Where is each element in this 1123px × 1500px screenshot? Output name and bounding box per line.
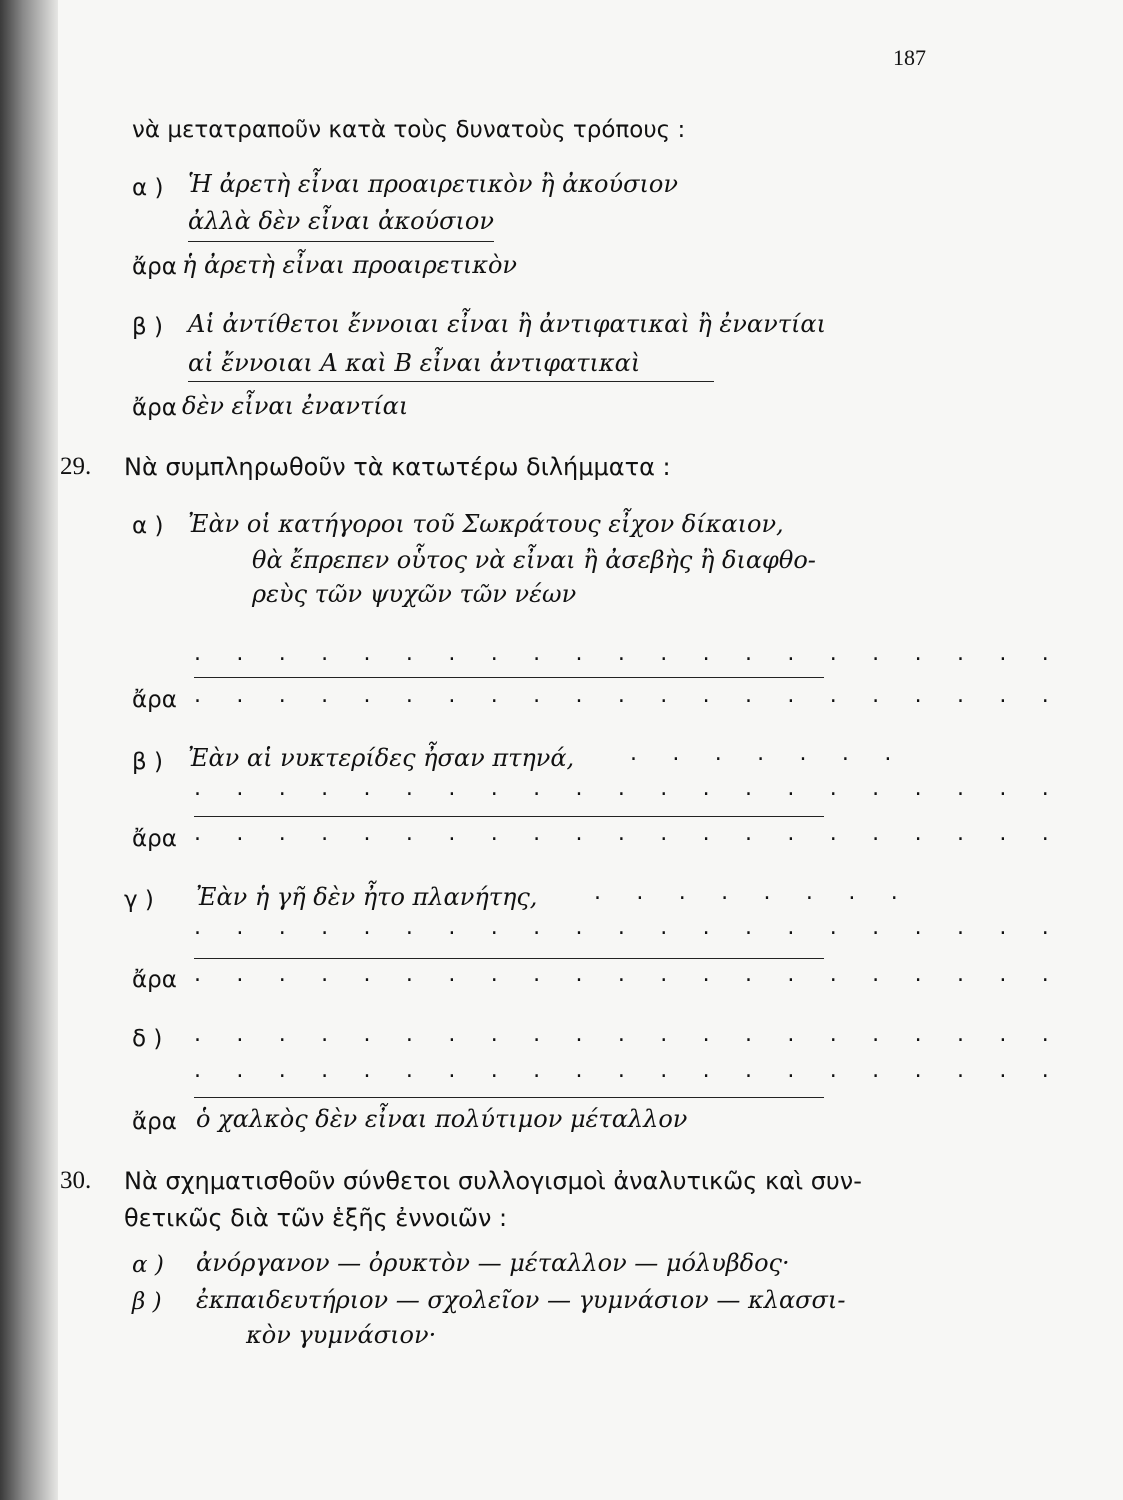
- syllogism-a-conclusion: ἡ ἀρετὴ εἶναι προαιρετικὸν: [182, 251, 518, 279]
- dilemma-d-rule: [194, 1097, 824, 1098]
- dilemma-a-ara: ἄρα: [132, 687, 177, 713]
- dilemma-d-blank-2: . . . . . . . . . . . . . . . . . . . . .: [194, 1058, 1063, 1083]
- syllogism-a-premise-2: ἀλλὰ δὲν εἶναι ἀκούσιον: [188, 207, 494, 235]
- dilemma-c-rule: [194, 958, 824, 959]
- dilemma-c-ara: ἄρα: [132, 967, 177, 993]
- dilemma-c-label: γ ): [124, 887, 154, 913]
- syllogism-b-rule: [188, 381, 714, 382]
- exercise-30-title-line-2: θετικῶς διὰ τῶν ἑξῆς ἐννοιῶν :: [124, 1204, 508, 1232]
- dilemma-c-line-1: Ἐὰν ἡ γῆ δὲν ἦτο πλανήτης,: [196, 883, 538, 911]
- dilemma-b-blank: . . . . . . . . . . . . . . . . . . . . .: [194, 776, 1063, 801]
- exercise-30-number: 30.: [60, 1167, 92, 1194]
- dilemma-a-line-1: Ἐὰν οἱ κατήγοροι τοῦ Σωκράτους εἶχον δίκαιον,: [188, 510, 784, 538]
- dilemma-c-conclusion-blank: . . . . . . . . . . . . . . . . . . . . .: [194, 962, 1063, 987]
- exercise-30-a-label: α ): [132, 1252, 164, 1278]
- dilemma-c-line-1-blank: . . . . . . . .: [594, 880, 912, 905]
- syllogism-b-ara: ἄρα: [132, 395, 177, 421]
- dilemma-c-blank: . . . . . . . . . . . . . . . . . . . . .: [194, 915, 1063, 940]
- dilemma-a-blank: . . . . . . . . . . . . . . . . . . . . .: [194, 641, 1063, 666]
- dilemma-b-line-1-blank: . . . . . . .: [630, 741, 906, 766]
- dilemma-b-line-1: Ἐὰν αἱ νυκτερίδες ἦσαν πτηνά,: [188, 744, 575, 772]
- syllogism-a-label: α ): [132, 175, 164, 201]
- syllogism-a-rule: [188, 241, 494, 242]
- page-number: 187: [893, 45, 926, 70]
- dilemma-a-label: α ): [132, 513, 164, 539]
- syllogism-b-conclusion: δὲν εἶναι ἐναντίαι: [182, 392, 409, 420]
- exercise-29-title: Νὰ συμπληρωθοῦν τὰ κατωτέρω διλήμματα :: [124, 453, 671, 481]
- page-binding-shadow: [0, 0, 58, 1500]
- syllogism-a-premise-1: Ἡ ἀρετὴ εἶναι προαιρετικὸν ἢ ἀκούσιον: [188, 170, 678, 198]
- exercise-30-b-text-2: κὸν γυμνάσιον·: [246, 1321, 437, 1349]
- dilemma-b-conclusion-blank: . . . . . . . . . . . . . . . . . . . . .: [194, 821, 1063, 846]
- intro-line: νὰ μετατραποῦν κατὰ τοὺς δυνατοὺς τρόπους :: [132, 117, 686, 143]
- dilemma-b-label: β ): [132, 749, 163, 775]
- exercise-29-number: 29.: [60, 453, 92, 480]
- dilemma-a-line-2: θὰ ἔπρεπεν οὗτος νὰ εἶναι ἢ ἀσεβὴς ἢ διαφθο-: [252, 546, 816, 574]
- syllogism-b-label: β ): [132, 314, 163, 340]
- syllogism-b-premise-1: Αἱ ἀντίθετοι ἔννοιαι εἶναι ἢ ἀντιφατικαὶ ἢ ἐναντίαι: [188, 310, 826, 338]
- dilemma-d-ara: ἄρα: [132, 1109, 177, 1135]
- dilemma-a-rule: [194, 677, 824, 678]
- syllogism-b-premise-2: αἱ ἔννοιαι Α καὶ Β εἶναι ἀντιφατικαὶ: [188, 349, 641, 377]
- dilemma-b-rule: [194, 816, 824, 817]
- exercise-30-b-text-1: ἐκπαιδευτήριον — σχολεῖον — γυμνάσιον — κλασσι-: [196, 1286, 846, 1314]
- syllogism-a-ara: ἄρα: [132, 254, 177, 280]
- exercise-30-b-label: β ): [132, 1289, 162, 1315]
- dilemma-d-label: δ ): [132, 1026, 163, 1052]
- exercise-30-a-text: ἀνόργανον — ὀρυκτὸν — μέταλλον — μόλυβδος·: [196, 1249, 790, 1277]
- dilemma-d-conclusion: ὁ χαλκὸς δὲν εἶναι πολύτιμον μέταλλον: [196, 1105, 688, 1133]
- dilemma-d-blank-1: . . . . . . . . . . . . . . . . . . . . .: [194, 1022, 1063, 1047]
- dilemma-a-line-3: ρεὺς τῶν ψυχῶν τῶν νέων: [252, 580, 577, 608]
- exercise-30-title-line-1: Νὰ σχηματισθοῦν σύνθετοι συλλογισμοὶ ἀναλυτικῶς καὶ συν-: [124, 1167, 862, 1195]
- dilemma-b-ara: ἄρα: [132, 826, 177, 852]
- dilemma-a-conclusion-blank: . . . . . . . . . . . . . . . . . . . . .: [194, 683, 1063, 708]
